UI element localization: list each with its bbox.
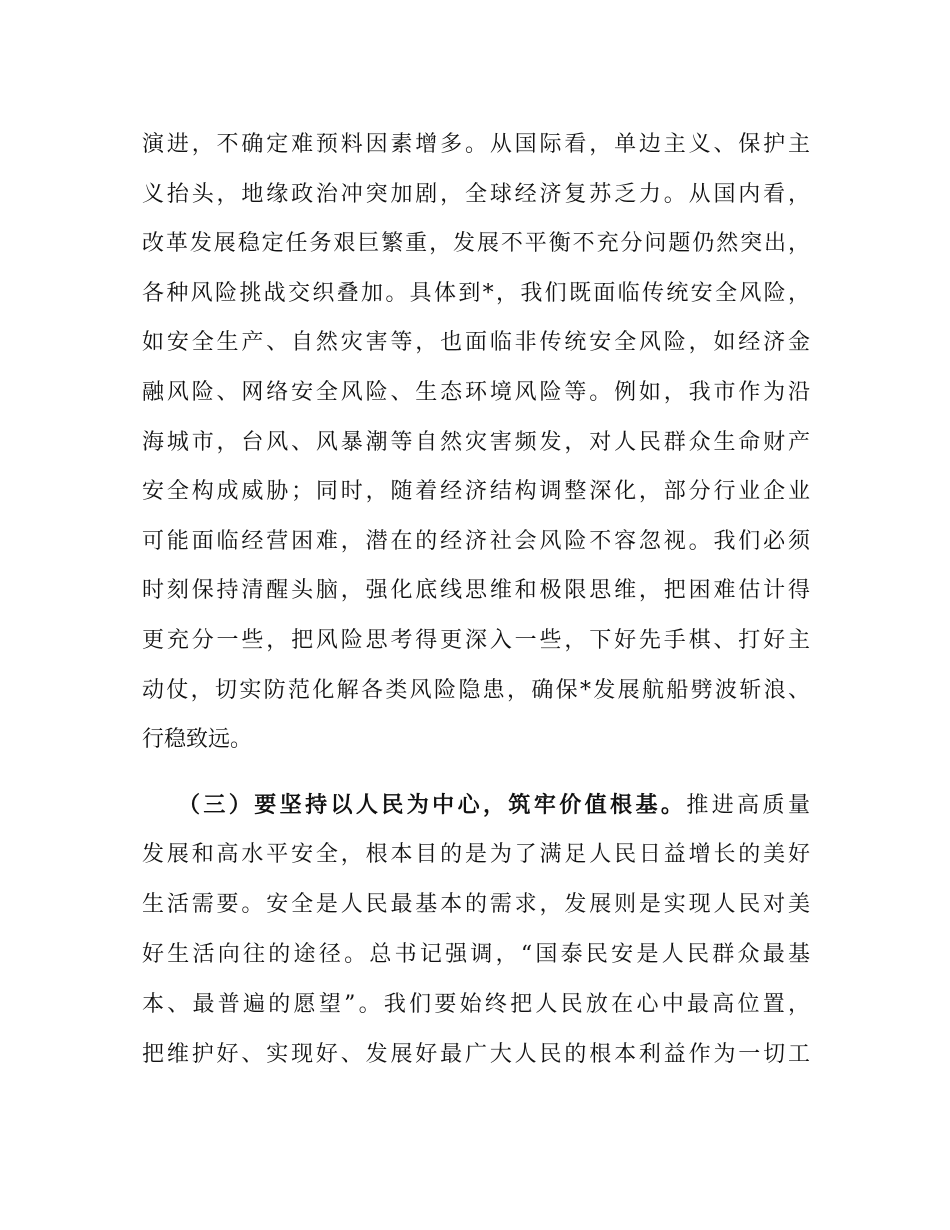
text-line: 演进，不确定难预料因素增多。从国际看，单边主义、保护主 [142,132,810,157]
text-line: 把维护好、实现好、发展好最广大人民的根本利益作为一切工 [142,1042,810,1067]
text-line: 各种风险挑战交织叠加。具体到*，我们既面临传统安全风险， [142,281,810,306]
section-heading-line [178,788,810,822]
text-line: 改革发展稳定任务艰巨繁重，发展不平衡不充分问题仍然突出， [142,231,810,256]
heading-continuation: 推进高质量 [686,793,810,818]
text-line: 动仗，切实防范化解各类风险隐患，确保*发展航船劈波斩浪、 [142,678,810,703]
text-line: 义抬头，地缘政治冲突加剧，全球经济复苏乏力。从国内看， [142,182,810,207]
text-line: 融风险、网络安全风险、生态环境风险等。例如，我市作为沿 [142,380,810,405]
text-line: 可能面临经营困难，潜在的经济社会风险不容忽视。我们必须 [142,529,810,554]
section-heading: （三）要坚持以人民为中心，筑牢价值根基。 [178,792,687,818]
text-line: 好生活向往的途径。总书记强调，“国泰民安是人民群众最基 [142,942,810,967]
text-line: 更充分一些，把风险思考得更深入一些，下好先手棋、打好主 [142,628,810,653]
text-line: 生活需要。安全是人民最基本的需求，发展则是实现人民对美 [142,892,810,917]
text-line: 安全构成威胁；同时，随着经济结构调整深化，部分行业企业 [142,479,810,504]
text-line: 行稳致远。 [142,727,253,752]
text-line: 时刻保持清醒头脑，强化底线思维和极限思维，把困难估计得 [142,578,810,603]
text-line: 本、最普遍的愿望”。我们要始终把人民放在心中最高位置， [142,992,810,1017]
text-line: 发展和高水平安全，根本目的是为了满足人民日益增长的美好 [142,842,810,867]
text-line: 海城市，台风、风暴潮等自然灾害频发，对人民群众生命财产 [142,430,810,455]
text-line: 如安全生产、自然灾害等，也面临非传统安全风险，如经济金 [142,330,810,355]
